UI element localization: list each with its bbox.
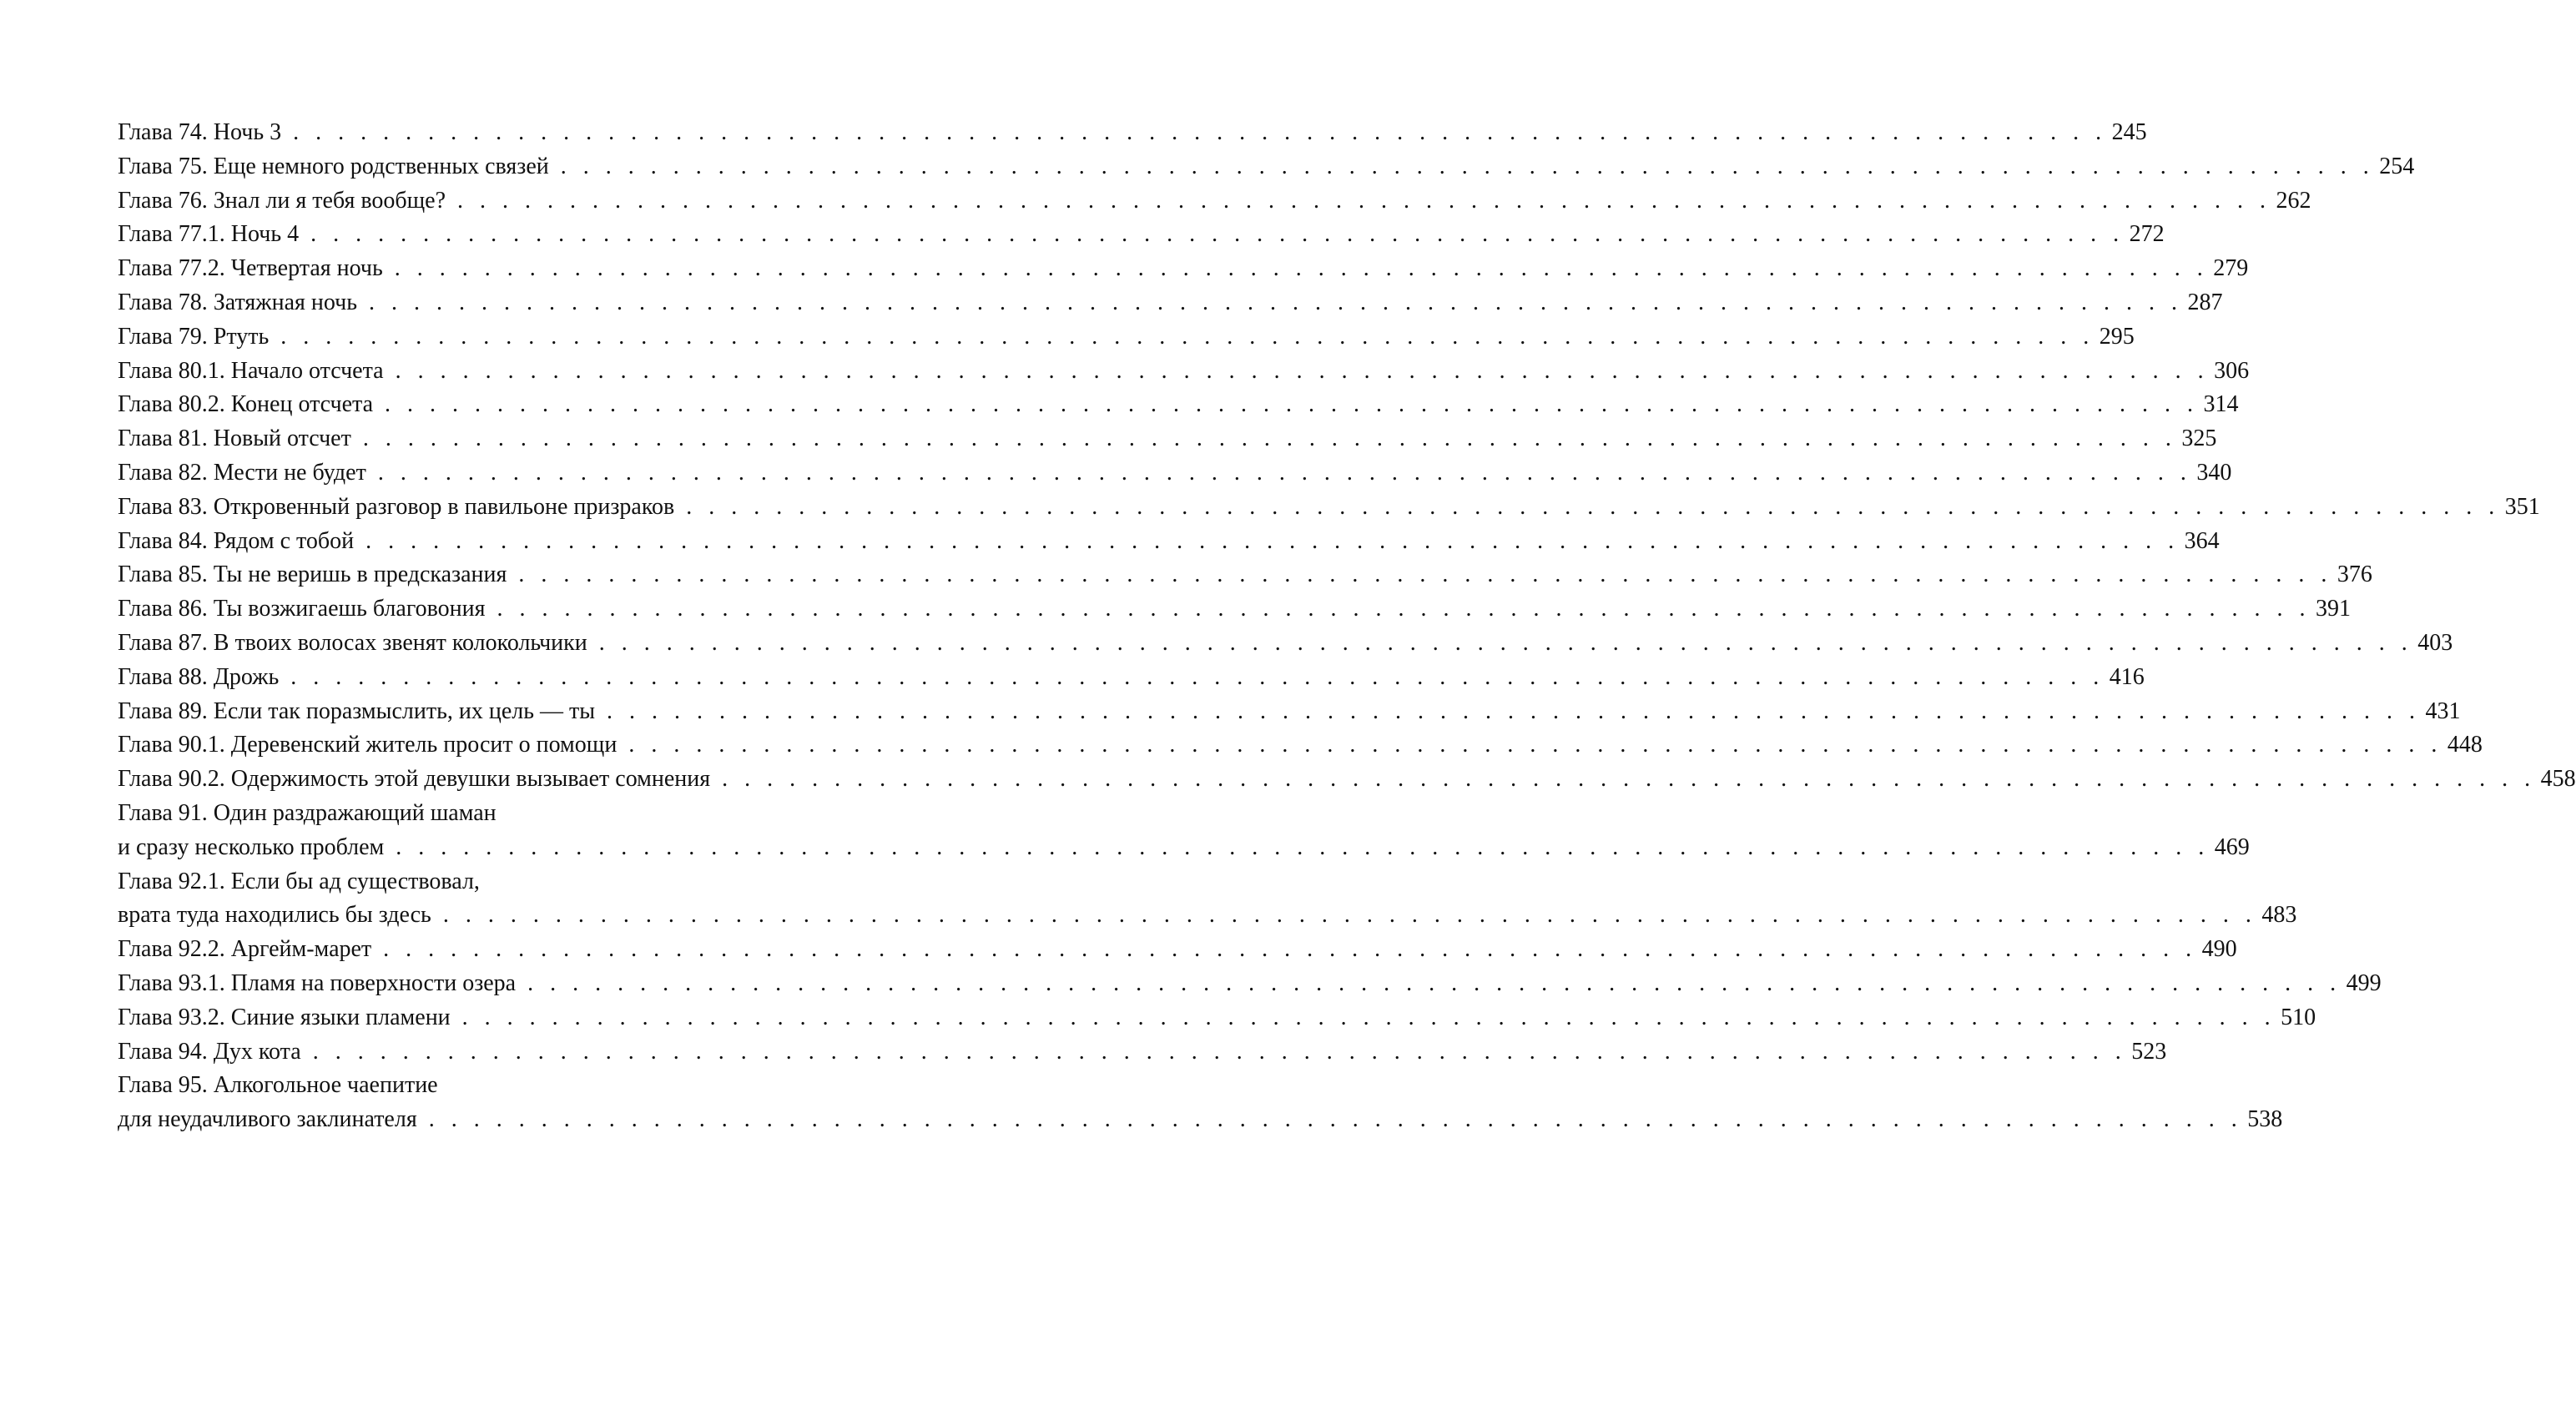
toc-entry-title: Глава 86. Ты возжигаешь благовония bbox=[118, 596, 486, 622]
dot-leader: . . . . . . . . . . . . . . . . . . . . . . . . . . . . . . . . . . . . . . . . . . . . . . . . . . . . . . . . . . . . . . . . . . . . . . . . . . . . . . . . . bbox=[396, 833, 2210, 860]
toc-entry-line bbox=[118, 355, 2250, 389]
toc-entry bbox=[118, 525, 2220, 559]
toc-entry-page-number: 272 bbox=[2129, 221, 2165, 248]
dot-leader: . . . . . . . . . . . . . . . . . . . . . . . . . . . . . . . . . . . . . . . . . . . . . . . . . . . . . . . . . . . . . . . . . . . . . . . . . . . . . . . . . bbox=[428, 1106, 2243, 1133]
toc-entry bbox=[118, 728, 2483, 763]
toc-entry-page-number: 340 bbox=[2196, 459, 2232, 486]
toc-entry-title: Глава 85. Ты не веришь в предсказания bbox=[118, 561, 507, 588]
toc-entry bbox=[118, 491, 2540, 525]
toc-entry bbox=[118, 1069, 2283, 1137]
toc-entry bbox=[118, 592, 2351, 627]
dot-leader: . . . . . . . . . . . . . . . . . . . . . . . . . . . . . . . . . . . . . . . . . . . . . . . . . . . . . . . . . . . . . . . . . . . . . . . . . . . . . . . . . bbox=[394, 255, 2209, 282]
toc-entry bbox=[118, 116, 2147, 150]
toc-entry bbox=[118, 355, 2250, 389]
toc-entry bbox=[118, 150, 2415, 184]
toc-entry-title: Глава 78. Затяжная ночь bbox=[118, 289, 357, 315]
toc-entry-line bbox=[118, 933, 2237, 967]
toc-entry bbox=[118, 933, 2237, 967]
toc-entry-title: Глава 80.1. Начало отсчета bbox=[118, 357, 384, 384]
toc-entry-line bbox=[118, 831, 2250, 865]
toc-entry-line bbox=[118, 592, 2351, 627]
toc-entry-title-continuation: врата туда находились бы здесь bbox=[118, 902, 431, 929]
dot-leader: . . . . . . . . . . . . . . . . . . . . . . . . . . . . . . . . . . . . . . . . . . . . . . . . . . . . . . . . . . . . . . . . . . . . . . . . . . . . . . . . . bbox=[280, 323, 2095, 350]
toc-entry-line bbox=[118, 695, 2461, 729]
toc-entry-line bbox=[118, 184, 2311, 219]
toc-entry-title: Глава 84. Рядом с тобой bbox=[118, 527, 355, 554]
toc-entry-title: Глава 89. Если так поразмыслить, их цель — ты bbox=[118, 697, 596, 724]
toc-entry bbox=[118, 422, 2217, 456]
dot-leader: . . . . . . . . . . . . . . . . . . . . . . . . . . . . . . . . . . . . . . . . . . . . . . . . . . . . . . . . . . . . . . . . . . . . . . . . . . . . . . . . . bbox=[686, 493, 2500, 520]
toc-entry-first-line bbox=[118, 1069, 867, 1103]
toc-entry-page-number: 306 bbox=[2214, 357, 2250, 384]
toc-entry bbox=[118, 627, 2453, 661]
dot-leader: . . . . . . . . . . . . . . . . . . . . . . . . . . . . . . . . . . . . . . . . . . . . . . . . . . . . . . . . . . . . . . . . . . . . . . . . . . . . . . . . . bbox=[628, 732, 2442, 758]
toc-entry-line bbox=[118, 456, 2232, 491]
toc-entry-title: Глава 79. Ртуть bbox=[118, 323, 270, 350]
toc-entry bbox=[118, 558, 2372, 592]
dot-leader: . . . . . . . . . . . . . . . . . . . . . . . . . . . . . . . . . . . . . . . . . . . . . . . . . . . . . . . . . . . . . . . . . . . . . . . . . . . . . . . . . bbox=[293, 119, 2107, 145]
toc-entry bbox=[118, 661, 2145, 695]
toc-entry-title: Глава 90.2. Одержимость этой девушки вызывает сомнения bbox=[118, 766, 711, 793]
toc-entry-line bbox=[118, 967, 2382, 1001]
toc-entry bbox=[118, 286, 2223, 320]
toc-entry-first-line bbox=[118, 797, 867, 831]
toc-entry-page-number: 448 bbox=[2447, 732, 2483, 758]
toc-entry-line bbox=[118, 627, 2453, 661]
toc-entry-title: Глава 76. Знал ли я тебя вообще? bbox=[118, 187, 446, 214]
toc-entry-title-continuation: для неудачливого заклинателя bbox=[118, 1106, 417, 1133]
toc-entry-page-number: 538 bbox=[2247, 1106, 2283, 1133]
toc-entry-line bbox=[118, 899, 2297, 933]
toc-entry bbox=[118, 763, 2576, 797]
toc-entry-title: Глава 92.1. Если бы ад существовал, bbox=[118, 868, 480, 894]
toc-entry-line bbox=[118, 422, 2217, 456]
toc-entry-line bbox=[118, 661, 2145, 695]
dot-leader: . . . . . . . . . . . . . . . . . . . . . . . . . . . . . . . . . . . . . . . . . . . . . . . . . . . . . . . . . . . . . . . . . . . . . . . . . . . . . . . . . bbox=[607, 697, 2421, 724]
toc-entry bbox=[118, 252, 2249, 286]
toc-entry-page-number: 483 bbox=[2261, 902, 2297, 929]
toc-entry-title: Глава 77.2. Четвертая ночь bbox=[118, 255, 383, 282]
toc-entry-title: Глава 80.2. Конец отсчета bbox=[118, 391, 374, 418]
toc-entry bbox=[118, 865, 2297, 934]
dot-leader: . . . . . . . . . . . . . . . . . . . . . . . . . . . . . . . . . . . . . . . . . . . . . . . . . . . . . . . . . . . . . . . . . . . . . . . . . . . . . . . . . bbox=[560, 153, 2375, 179]
toc-entry-title: Глава 88. Дрожь bbox=[118, 663, 280, 690]
toc-entry-title: Глава 83. Откровенный разговор в павильоне призраков bbox=[118, 493, 675, 520]
toc-entry-line bbox=[118, 1001, 2316, 1035]
toc-entry bbox=[118, 967, 2382, 1001]
toc-entry-title: Глава 90.1. Деревенский житель просит о помощи bbox=[118, 732, 618, 758]
toc-entry-line bbox=[118, 491, 2540, 525]
toc-entry-line bbox=[118, 525, 2220, 559]
dot-leader: . . . . . . . . . . . . . . . . . . . . . . . . . . . . . . . . . . . . . . . . . . . . . . . . . . . . . . . . . . . . . . . . . . . . . . . . . . . . . . . . . bbox=[497, 596, 2311, 622]
toc-entry bbox=[118, 1035, 2167, 1070]
dot-leader: . . . . . . . . . . . . . . . . . . . . . . . . . . . . . . . . . . . . . . . . . . . . . . . . . . . . . . . . . . . . . . . . . . . . . . . . . . . . . . . . . bbox=[518, 561, 2332, 588]
toc-entry-page-number: 416 bbox=[2109, 663, 2145, 690]
dot-leader: . . . . . . . . . . . . . . . . . . . . . . . . . . . . . . . . . . . . . . . . . . . . . . . . . . . . . . . . . . . . . . . . . . . . . . . . . . . . . . . . . bbox=[722, 766, 2536, 793]
toc-entry-title: Глава 77.1. Ночь 4 bbox=[118, 221, 300, 248]
toc-entry-title: Глава 95. Алкогольное чаепитие bbox=[118, 1072, 438, 1099]
dot-leader: . . . . . . . . . . . . . . . . . . . . . . . . . . . . . . . . . . . . . . . . . . . . . . . . . . . . . . . . . . . . . . . . . . . . . . . . . . . . . . . . . bbox=[312, 1038, 2127, 1065]
toc-entry-page-number: 314 bbox=[2203, 391, 2239, 418]
toc-entry-line bbox=[118, 728, 2483, 763]
toc-entry-page-number: 499 bbox=[2346, 969, 2382, 996]
dot-leader: . . . . . . . . . . . . . . . . . . . . . . . . . . . . . . . . . . . . . . . . . . . . . . . . . . . . . . . . . . . . . . . . . . . . . . . . . . . . . . . . . bbox=[385, 391, 2199, 418]
toc-entry bbox=[118, 456, 2232, 491]
toc-entry-page-number: 364 bbox=[2184, 527, 2220, 554]
toc-entry-page-number: 262 bbox=[2276, 187, 2311, 214]
toc-entry-line bbox=[118, 1103, 2283, 1137]
toc-entry-line bbox=[118, 116, 2147, 150]
toc-entry-page-number: 523 bbox=[2131, 1038, 2167, 1065]
toc-entry-line bbox=[118, 252, 2249, 286]
toc-entry-page-number: 510 bbox=[2281, 1004, 2316, 1030]
dot-leader: . . . . . . . . . . . . . . . . . . . . . . . . . . . . . . . . . . . . . . . . . . . . . . . . . . . . . . . . . . . . . . . . . . . . . . . . . . . . . . . . . bbox=[457, 187, 2271, 214]
dot-leader: . . . . . . . . . . . . . . . . . . . . . . . . . . . . . . . . . . . . . . . . . . . . . . . . . . . . . . . . . . . . . . . . . . . . . . . . . . . . . . . . . bbox=[377, 459, 2192, 486]
toc-entry bbox=[118, 797, 2250, 865]
dot-leader: . . . . . . . . . . . . . . . . . . . . . . . . . . . . . . . . . . . . . . . . . . . . . . . . . . . . . . . . . . . . . . . . . . . . . . . . . . . . . . . . . bbox=[461, 1004, 2276, 1030]
toc-entry-line bbox=[118, 763, 2576, 797]
toc-entry-title: Глава 93.2. Синие языки пламени bbox=[118, 1004, 451, 1030]
toc-entry bbox=[118, 1001, 2316, 1035]
dot-leader: . . . . . . . . . . . . . . . . . . . . . . . . . . . . . . . . . . . . . . . . . . . . . . . . . . . . . . . . . . . . . . . . . . . . . . . . . . . . . . . . . bbox=[362, 426, 2177, 452]
toc-entry-title-continuation: и сразу несколько проблем bbox=[118, 833, 385, 860]
toc-entry-page-number: 469 bbox=[2214, 833, 2250, 860]
toc-entry-title: Глава 74. Ночь 3 bbox=[118, 119, 282, 145]
toc-entry-title: Глава 93.1. Пламя на поверхности озера bbox=[118, 969, 517, 996]
toc-entry-title: Глава 82. Мести не будет bbox=[118, 459, 366, 486]
toc-entry-line bbox=[118, 150, 2415, 184]
toc-entry bbox=[118, 184, 2311, 219]
toc-entry-page-number: 376 bbox=[2337, 561, 2372, 588]
toc-entry-title: Глава 81. Новый отсчет bbox=[118, 426, 351, 452]
dot-leader: . . . . . . . . . . . . . . . . . . . . . . . . . . . . . . . . . . . . . . . . . . . . . . . . . . . . . . . . . . . . . . . . . . . . . . . . . . . . . . . . . bbox=[290, 663, 2105, 690]
toc-entry-line bbox=[118, 320, 2135, 355]
toc-entry-title: Глава 94. Дух кота bbox=[118, 1038, 301, 1065]
toc-entry-title: Глава 87. В твоих волосах звенят колокольчики bbox=[118, 629, 587, 656]
toc-entry-title: Глава 92.2. Аргейм-марет bbox=[118, 936, 372, 963]
toc-entry-first-line bbox=[118, 865, 867, 899]
toc-entry-page-number: 254 bbox=[2379, 153, 2415, 179]
toc-entry-page-number: 351 bbox=[2504, 493, 2540, 520]
toc-entry-page-number: 391 bbox=[2315, 596, 2351, 622]
toc-entry-page-number: 245 bbox=[2111, 119, 2147, 145]
toc-entry bbox=[118, 388, 2239, 422]
toc-entry-page-number: 325 bbox=[2181, 426, 2217, 452]
toc-entry-line bbox=[118, 558, 2372, 592]
toc-entry bbox=[118, 218, 2165, 252]
toc-entry-title: Глава 75. Еще немного родственных связей bbox=[118, 153, 549, 179]
toc-entry-page-number: 403 bbox=[2417, 629, 2453, 656]
dot-leader: . . . . . . . . . . . . . . . . . . . . . . . . . . . . . . . . . . . . . . . . . . . . . . . . . . . . . . . . . . . . . . . . . . . . . . . . . . . . . . . . . bbox=[395, 357, 2210, 384]
dot-leader: . . . . . . . . . . . . . . . . . . . . . . . . . . . . . . . . . . . . . . . . . . . . . . . . . . . . . . . . . . . . . . . . . . . . . . . . . . . . . . . . . bbox=[598, 629, 2413, 656]
toc-entry-page-number: 490 bbox=[2201, 936, 2237, 963]
toc-entry-line bbox=[118, 218, 2165, 252]
table-of-contents bbox=[118, 116, 2576, 1137]
dot-leader: . . . . . . . . . . . . . . . . . . . . . . . . . . . . . . . . . . . . . . . . . . . . . . . . . . . . . . . . . . . . . . . . . . . . . . . . . . . . . . . . . bbox=[365, 527, 2180, 554]
dot-leader: . . . . . . . . . . . . . . . . . . . . . . . . . . . . . . . . . . . . . . . . . . . . . . . . . . . . . . . . . . . . . . . . . . . . . . . . . . . . . . . . . bbox=[383, 936, 2197, 963]
dot-leader: . . . . . . . . . . . . . . . . . . . . . . . . . . . . . . . . . . . . . . . . . . . . . . . . . . . . . . . . . . . . . . . . . . . . . . . . . . . . . . . . . bbox=[527, 969, 2342, 996]
toc-entry-page-number: 458 bbox=[2540, 766, 2576, 793]
toc-entry-title: Глава 91. Один раздражающий шаман bbox=[118, 799, 497, 826]
dot-leader: . . . . . . . . . . . . . . . . . . . . . . . . . . . . . . . . . . . . . . . . . . . . . . . . . . . . . . . . . . . . . . . . . . . . . . . . . . . . . . . . . bbox=[442, 902, 2257, 929]
toc-entry-page-number: 431 bbox=[2425, 697, 2461, 724]
toc-entry-line bbox=[118, 388, 2239, 422]
toc-entry-line bbox=[118, 286, 2223, 320]
toc-entry bbox=[118, 320, 2135, 355]
toc-entry-page-number: 287 bbox=[2187, 289, 2223, 315]
toc-entry-page-number: 295 bbox=[2099, 323, 2135, 350]
toc-entry-page-number: 279 bbox=[2213, 255, 2249, 282]
toc-entry bbox=[118, 695, 2461, 729]
dot-leader: . . . . . . . . . . . . . . . . . . . . . . . . . . . . . . . . . . . . . . . . . . . . . . . . . . . . . . . . . . . . . . . . . . . . . . . . . . . . . . . . . bbox=[310, 221, 2125, 248]
toc-entry-line bbox=[118, 1035, 2167, 1070]
dot-leader: . . . . . . . . . . . . . . . . . . . . . . . . . . . . . . . . . . . . . . . . . . . . . . . . . . . . . . . . . . . . . . . . . . . . . . . . . . . . . . . . . bbox=[369, 289, 2183, 315]
